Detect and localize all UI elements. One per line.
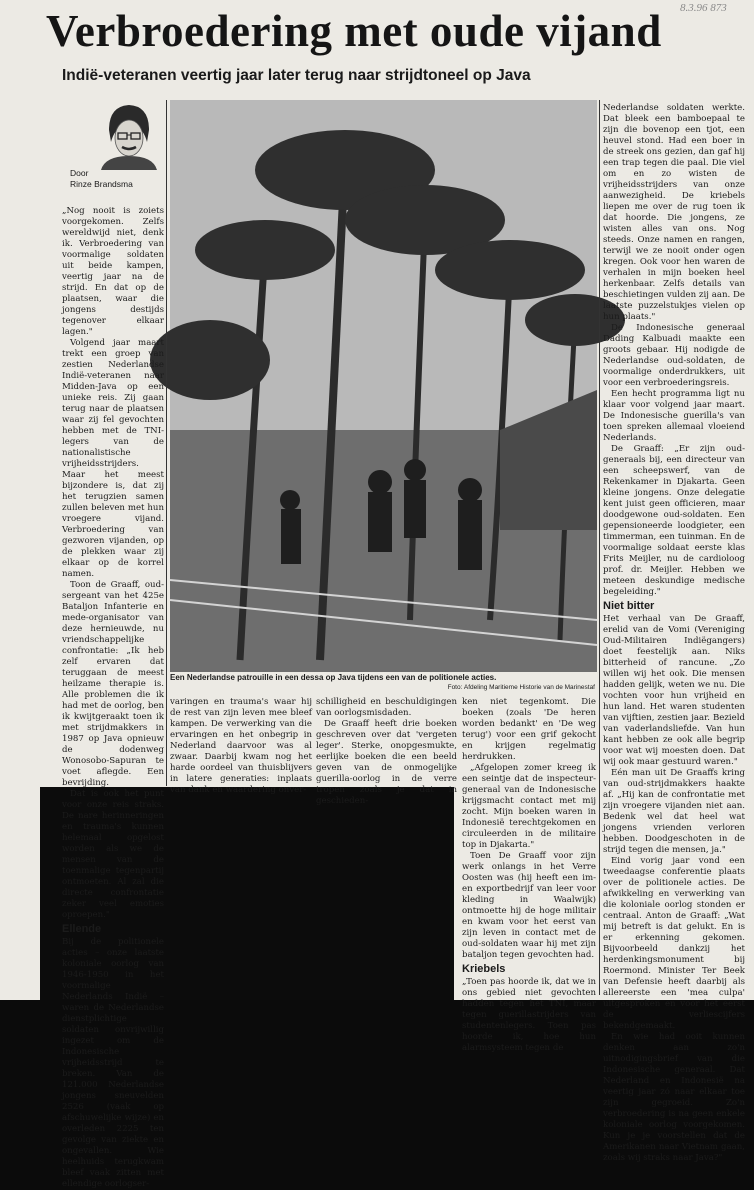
paragraph: En wie had ooit kunnen denken aan zo'n uitnodigingsbrief van die Indonesische generaal. Dat Nederland en Indonesië na veertig jaar zó naar elkaar toe zijn gegroeid. Zo'n verbroedering is na geen enkele koloniale oorlog voorgekomen. Kun je je voorstellen dat de Amerikanen naar Vietnam gaan, zoals wij straks naar Java?" <box>603 1032 745 1163</box>
paragraph: „Nog nooit is zoiets voorgekomen. Zelfs wereldwijd niet, denk ik. Verbroedering van voormalige soldaten uit beide kampen, veertig jaar na de strijd. En dat op de plaatsen, waar die jongens destijds tegenover elkaar lagen." <box>62 206 164 337</box>
column-2 <box>170 697 312 795</box>
column-3 <box>316 697 457 806</box>
paragraph: Een hecht programma ligt nu klaar voor volgend jaar maart. De Indonesische guerilla's van toen spreken allemaal vloeiend Nederlands. <box>603 389 745 443</box>
paragraph: Dat is ook het punt voor onze reis straks. De nare herinneringen en trauma's kunnen helemaal opgelost worden als we de mensen van de toenmalige tegenpartij ontmoeten. Al zal die directe confrontatie zeker veel emoties oproepen." <box>62 789 164 920</box>
paragraph: Nederlandse soldaten werkte. Dat bleek een bamboepaal te zijn die bovenop een tjot, een heuvel stond. Had een boer in de streek ons gezien, dan gaf hij een trap tegen die paal. Die viel om en zo wisten de vrijheidsstrijders van onze aanwezigheid. De kriebels liepen me over de rug toen ik dat hoorde. Die jongens, ze wisten alles van ons. Nog steeds. Onze namen en rangen, terwijl we ze nooit onder ogen kregen. Ook voor hen waren de verhalen in mijn boeken heel herkenbaar. Zelfs details van beschietingen vulden zij aan. De laatste puzzelstukjes vielen op hun plaats." <box>603 103 745 322</box>
paragraph: Toon de Graaff, oud-sergeant van het 425e Bataljon Infanterie en mede-organisator van deze hernieuwde, nu vriendschappelijke confrontatie: „Ik heb zelf ervaren dat teruggaan de meest heilzame therapie is. Alle problemen die ik had met de oorlog, ben ik kwijtgeraakt toen ik met strijdmakkers in 1987 op Java opnieuw de dodenweg Wonosobo-Sapuran te voet aflegde. Een bevrijding. <box>62 580 164 788</box>
byline: Door Rinze Brandsma <box>70 168 133 189</box>
section-heading-niet-bitter: Niet bitter <box>603 600 655 612</box>
paragraph: Eén man uit De Graaffs kring van oud-strijdmakkers haakte af. „Hij kan de confrontatie met zijn vroegere vijanden niet aan. Bedenk wel dat heel wat jongens vrienden verloren hebben. Doodgeschoten in de strijd tegen die mensen, ja." <box>603 768 745 855</box>
paragraph: ken niet tegenkomt. Die boeken (zoals 'De heren worden bedankt' en 'De weg terug') voor een grif gekocht en krijgen regelmatig herdrukken. <box>462 697 596 762</box>
paragraph: „Afgelopen zomer kreeg ik een seintje dat de inspecteur-generaal van de Indonesische krijgsmacht contact met mij zocht. Mijn boeken waren in Indonesië terechtgekomen en circuleerden in de militaire top in Djakarta." <box>462 763 596 850</box>
column-1 <box>62 206 164 1189</box>
paragraph: Het verhaal van De Graaff, erelid van de Vomi (Vereniging Oud-Militairen Indiëgangers) doet feestelijk aan. Niks bitterheid of rancune. „Zo willen wij het ook. Die mensen hadden gelijk, weten we nu. Die vochten voor hun vrijheid en hun land. Het waren studenten van vijftien, zestien jaar. Bezield van vaderlandsliefde. Van hun kant hebben ze ook alle begrip voor wat wij moesten doen. Dat wij ook maar gestuurd waren." <box>603 614 745 767</box>
headline: Verbroedering met oude vijand <box>46 6 662 56</box>
paragraph: varingen en trauma's waar hij de rest van zijn leven mee bleef kampen. De verwerking van die ervaringen en het onbegrip in Nederland daarvoor was al zwaar. Daarbij kwam nog het harde oordeel van thuisblijvers in latere generaties: inplaats van dank en waardering onver- <box>170 697 312 795</box>
section-heading-ellende: Ellende <box>62 923 102 935</box>
handwritten-note: 8.3.96 873 <box>680 2 727 14</box>
paragraph: De Graaff heeft drie boeken geschreven over dat 'vergeten leger'. Sterke, onopgesmukte, eerlijke boeken die een beeld geven van de onmogelijke guerilla-oorlog in de verre tropen zoals je dat in geschieden- <box>316 719 457 806</box>
column-4 <box>462 697 596 1053</box>
paragraph: De Indonesische generaal Dading Kalbuadi maakte een groots gebaar. Hij nodigde de Nederlandse oud-soldaten, de voormalige onderdrukkers, uit voor een verbroederingsreis. <box>603 323 745 388</box>
paragraph: Volgend jaar maart trekt een groep van zestien Nederlandse Indië-veteranen naar Midden-Java op een unieke reis. Zij gaan terug naar de plaatsen waar zij fel gevochten hebben met de TNI-legers van de nationalistische vrijheidsstrijders. Maar het meest bijzondere is, dat zij het terugzien samen zullen beleven met hun vroegere vijand. Verbroedering van gezworen vijanden, op de plekken waar zij elkaar op de korrel namen. <box>62 338 164 579</box>
paragraph: Toen De Graaff voor zijn werk onlangs in het Verre Oosten was (hij heeft een im- en exportbedrijf van leer voor kleding in Waalwijk) ontmoette hij de hoge militair en kwam voor het eerst van zijn leven in contact met de oud-soldaten waar hij met zijn bataljon tegen gevochten had. <box>462 851 596 960</box>
author-portrait <box>97 100 157 170</box>
photo-caption: Een Nederlandse patrouille in een dessa op Java tijdens een van de politionele acties. <box>170 673 497 682</box>
paragraph: De Graaff: „Er zijn oud-generaals bij, een directeur van een scheepswerf, van de Rekenkamer in Djakarta. Geen kleine jongens. Onze delegatie kent juist geen officieren, maar doodgewone oud-soldaten. Een gepensioneerde loodgieter, een timmerman, een tuinman. En de voormalige soldaat eerste klas Frits Meijler, nu de cardioloog prof. dr. Meijler. Hebben we meteen deskundige medische begeleiding." <box>603 444 745 597</box>
section-heading-kriebels: Kriebels <box>462 963 506 975</box>
paragraph: Eind vorig jaar vond een tweedaagse conferentie plaats over de politionele acties. De afwikkeling en verwerking van die koloniale oorlog stonden er centraal. Anton de Graaff: „Wat mij betreft is dat gelukt. En is er erkenning gekomen. Bijvoorbeeld dankzij het herdenkingsmonument bij Roermond. Minister Ter Beek van Defensie heeft daarbij als allereerste een 'mea culpa' uitgesproken en voor het eerst de verliescijfers bekendgemaakt. <box>603 856 745 1031</box>
subheadline: Indië-veteranen veertig jaar later terug naar strijdtoneel op Java <box>62 67 531 84</box>
photo-credit: Foto: Afdeling Maritieme Historie van de Marinestaf <box>447 684 595 691</box>
paragraph: schilligheid en beschuldigingen van oorlogsmisdaden. <box>316 697 457 718</box>
column-divider <box>166 100 167 786</box>
paragraph: „Toen pas hoorde ik, dat we in ons gebied niet gevochten hadden tegen het TNI, maar tegen guerillastrijders van studentenlegers. Toen pas hoorde ik, hoe hun alarmsysteem tegen de <box>462 977 596 1053</box>
column-divider <box>599 100 600 995</box>
column-5 <box>603 103 745 1163</box>
paragraph: Bij de politionele acties – onze laatste koloniale oorlog van 1946-1950 in het voormalige Nederlands Indië – waren de Nederlandse dienstplichtige soldaten onvrijwillig ingezet om de Indonesische vrijheidsstrijd te breken. Van de 121.000 Nederlandse jongens sneuvelden 2526 (vaak op afschuwelijke wijze) en overleden 2225 ten gevolge van ziekte en ongevallen. Wie heelhuids terugkwam bleef vaak zitten met ellendige oorlogser- <box>62 937 164 1189</box>
patrol-photo <box>170 100 597 672</box>
